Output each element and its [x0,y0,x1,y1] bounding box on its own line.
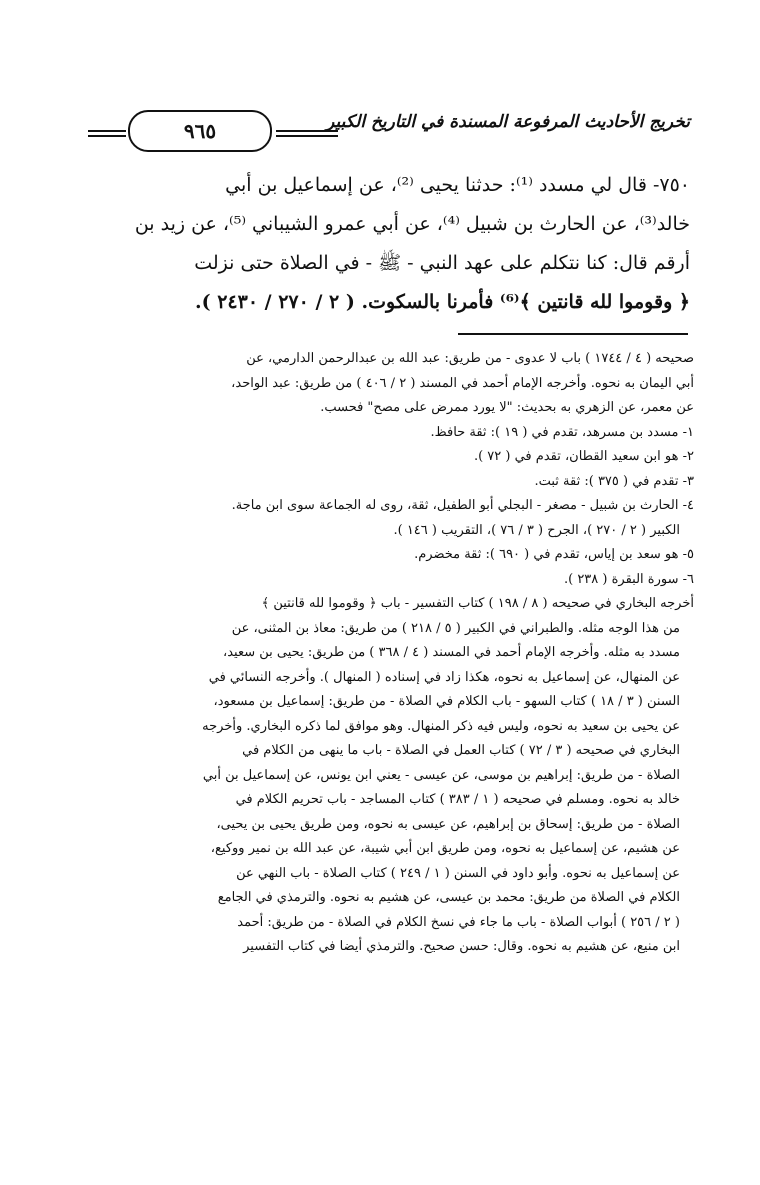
main-line: أرقم قال: كنا نتكلم على عهد النبي - ﷺ - في الصلاة حتى نزلت [194,252,690,274]
footnote-line: ٥- هو سعد بن إياس، تقدم في ( ٦٩٠ ): ثقة مخضرم. [414,547,694,562]
footnote-line: ٣- تقدم في ( ٣٧٥ ): ثقة ثبت. [534,473,694,489]
footnote-line: السنن ( ٣ / ١٨ ) كتاب السهو - باب الكلام في الصلاة - من طريق: إسماعيل بن مسعود، [213,694,680,709]
header-rule-right [276,130,338,137]
footnote-line: خالد به نحوه. ومسلم في صحيحه ( ١ / ٣٨٣ ) كتاب المساجد - باب تحريم الكلام في [235,792,680,807]
main-line: ٧٥٠- قال لي مسدد ⁽¹⁾: حدثنا يحيى ⁽²⁾، عن إسماعيل بن أبي [225,174,690,196]
footnote-line: ( ٢ / ٢٥٦ ) أبواب الصلاة - باب ما جاء في نسخ الكلام في الصلاة - من طريق: أحمد [237,914,680,930]
footnote-line: عن يحيى بن سعيد به نحوه، وليس فيه ذكر المنهال. وهو موافق لما ذكره البخاري. وأخرجه [202,718,680,734]
main-line: خالد⁽³⁾، عن الحارث بن شبيل ⁽⁴⁾، عن أبي عمرو الشيباني ⁽⁵⁾، عن زيد بن [134,213,690,235]
footnote-line: أخرجه البخاري في صحيحه ( ٨ / ١٩٨ ) كتاب التفسير - باب ﴿ وقوموا لله قانتين ﴾ [261,596,694,611]
footnote-line: ابن منيع، عن هشيم به نحوه. وقال: حسن صحيح. والترمذي أيضا في كتاب التفسير [243,939,680,954]
footnote-line: الصلاة - من طريق: إسحاق بن إبراهيم، عن عيسى به نحوه، ومن طريق يحيى بن يحيى، [216,816,680,832]
footnote-line: الكلام في الصلاة من طريق: محمد بن عيسى، عن هشيم به نحوه. والترمذي في الجامع [217,890,680,905]
footnote-line: ٤- الحارث بن شبيل - مصغر - البجلي أبو الطفيل، ثقة، روى له الجماعة سوى ابن ماجة. [231,498,694,513]
footnote-line: أبي اليمان به نحوه. وأخرجه الإمام أحمد في المسند ( ٢ / ٤٠٦ ) من طريق: عبد الواحد، [231,375,694,391]
footnotes [84,347,694,960]
hadith-text [104,166,690,322]
footnote-line: صحيحه ( ٤ / ١٧٤٤ ) باب لا عدوى - من طريق: عبد الله بن عبدالرحمن الدارمي، عن [246,351,694,366]
footnote-line: الصلاة - من طريق: إبراهيم بن موسى، عن عيسى - يعني ابن يونس، عن إسماعيل بن أبي [202,767,680,783]
header-rule-left [88,130,126,137]
footnote-line: عن المنهال، عن إسماعيل به نحوه، هكذا زاد في إسناده ( المنهال ). وأخرجه النسائي في [208,669,680,685]
footnote-line: ٦- سورة البقرة ( ٢٣٨ ). [563,571,694,587]
footnote-line: عن هشيم، عن إسماعيل به نحوه، ومن طريق ابن أبي شيبة، عن عبد الله بن نمير ووكيع، [210,841,680,856]
footnote-line: ٢- هو ابن سعيد القطان، تقدم في ( ٧٢ ). [473,449,694,464]
footnote-line: ١- مسدد بن مسرهد، تقدم في ( ١٩ ): ثقة حافظ. [430,424,694,440]
footnote-line: عن معمر، عن الزهري به بحديث: "لا يورد ممرض على مصح" فحسب. [320,400,694,415]
footnote-line: الكبير ( ٢ / ٢٧٠ )، الجرح ( ٣ / ٧٦ )، التقريب ( ١٤٦ ). [393,522,680,538]
footnote-line: البخاري في صحيحه ( ٣ / ٧٢ ) كتاب العمل في الصلاة - باب ما ينهى من الكلام في [242,743,680,758]
page-header [88,108,690,156]
footnote-line: مسدد به مثله. وأخرجه الإمام أحمد في المسند ( ٤ / ٣٦٨ ) من طريق: يحيى بن سعيد، [223,645,680,660]
footnote-line: من هذا الوجه مثله. والطبراني في الكبير ( ٥ / ٢١٨ ) من طريق: معاذ بن المثنى، عن [231,620,680,636]
footnote-separator [458,333,688,335]
footnote-line: عن إسماعيل به نحوه. وأبو داود في السنن ( ١ / ٢٤٩ ) كتاب الصلاة - باب النهي عن [236,865,680,881]
main-line: ﴿ وقوموا لله قانتين ﴾⁽⁶⁾ فأمرنا بالسكوت. ( ٢ / ٢٧٠ / ٢٤٣٠ ). [194,291,690,313]
page-number: ٩٦٥ [128,110,272,152]
running-title: تخريج الأحاديث المرفوعة المسندة في التاريخ الكبير [326,112,690,132]
